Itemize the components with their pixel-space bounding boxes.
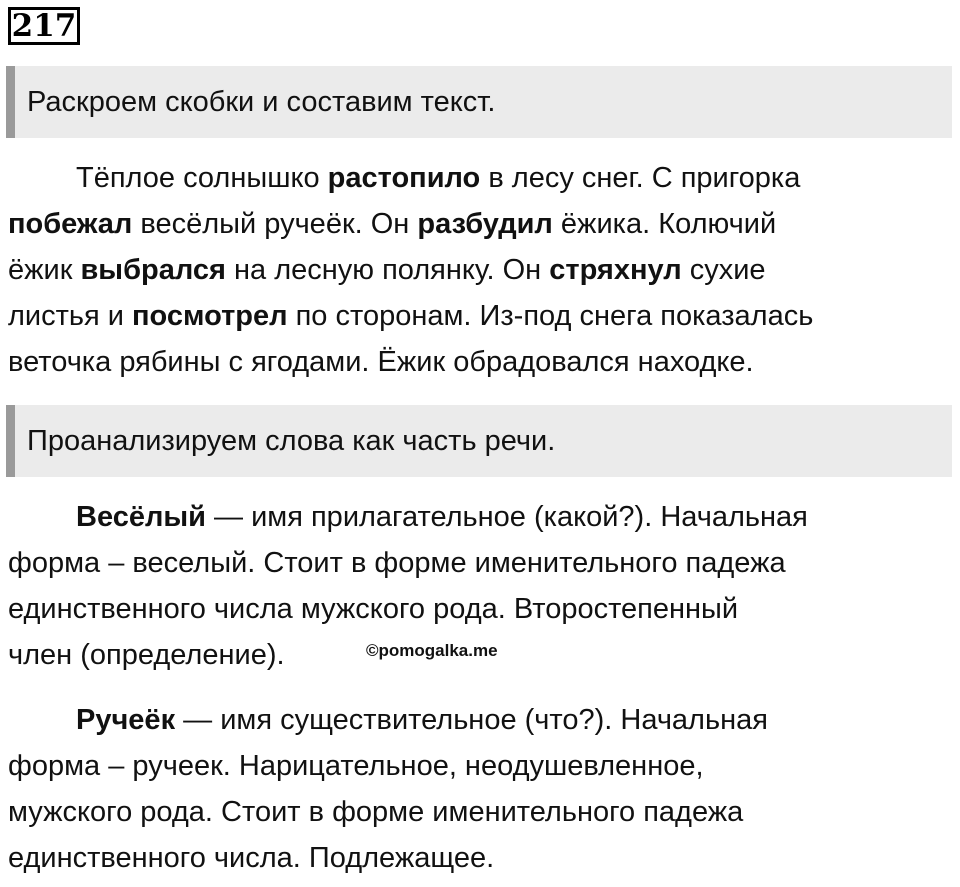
- analysis-veselyi-line-3: единственного числа мужского рода. Второстепенный: [8, 593, 739, 625]
- verb-stryakhnul: стряхнул: [549, 254, 682, 286]
- story-line-4: [8, 293, 813, 339]
- section-heading-parts-of-speech: Проанализируем слова как часть речи.: [6, 405, 952, 477]
- story-text: по сторонам. Из-под снега показалась: [287, 300, 814, 332]
- verb-rastopilo: растопило: [327, 162, 481, 194]
- story-text: ёжик: [8, 254, 81, 286]
- analysis-text: — имя существительное (что?). Начальная: [175, 704, 768, 736]
- analyzed-word-veselyi: Весёлый: [76, 501, 206, 533]
- story-line-3: [8, 247, 766, 293]
- story-line-5: [8, 339, 754, 385]
- analysis-veselyi-line-4: член (определение).: [8, 639, 285, 671]
- story-text: на лесную полянку. Он: [225, 254, 550, 286]
- analysis-veselyi-line-2: форма – веселый. Стоит в форме именительного падежа: [8, 547, 786, 579]
- story-text: веточка рябины с ягодами. Ёжик обрадовался находке.: [8, 346, 754, 378]
- verb-posmotrel: посмотрел: [132, 300, 288, 332]
- story-text: весёлый ручеёк. Он: [132, 208, 418, 240]
- watermark: ©pomogalka.me: [366, 641, 498, 660]
- story-text: листья и: [8, 300, 133, 332]
- story-text: Тёплое солнышко: [76, 162, 328, 194]
- analysis-rucheek-line-1: [76, 697, 768, 743]
- verb-pobezhal: побежал: [8, 208, 133, 240]
- section-heading-open-brackets: Раскроем скобки и составим текст.: [6, 66, 952, 138]
- story-text: сухие: [681, 254, 766, 286]
- story-line-1: [76, 155, 800, 201]
- analysis-text: — имя прилагательное (какой?). Начальная: [205, 501, 808, 533]
- analysis-rucheek-line-4: единственного числа. Подлежащее.: [8, 842, 495, 874]
- story-line-2: [8, 201, 776, 247]
- analysis-rucheek-line-2: форма – ручеек. Нарицательное, неодушевленное,: [8, 750, 704, 782]
- analysis-rucheek-line-3: мужского рода. Стоит в форме именительного падежа: [8, 796, 744, 828]
- verb-vybralsya: выбрался: [80, 254, 226, 286]
- analysis-veselyi-line-1: [76, 494, 808, 540]
- story-text: ёжика. Колючий: [552, 208, 777, 240]
- analyzed-word-rucheek: Ручеёк: [76, 704, 176, 736]
- verb-razbudil: разбудил: [417, 208, 553, 240]
- story-text: в лесу снег. С пригорка: [480, 162, 801, 194]
- task-number-box: 217: [8, 7, 80, 45]
